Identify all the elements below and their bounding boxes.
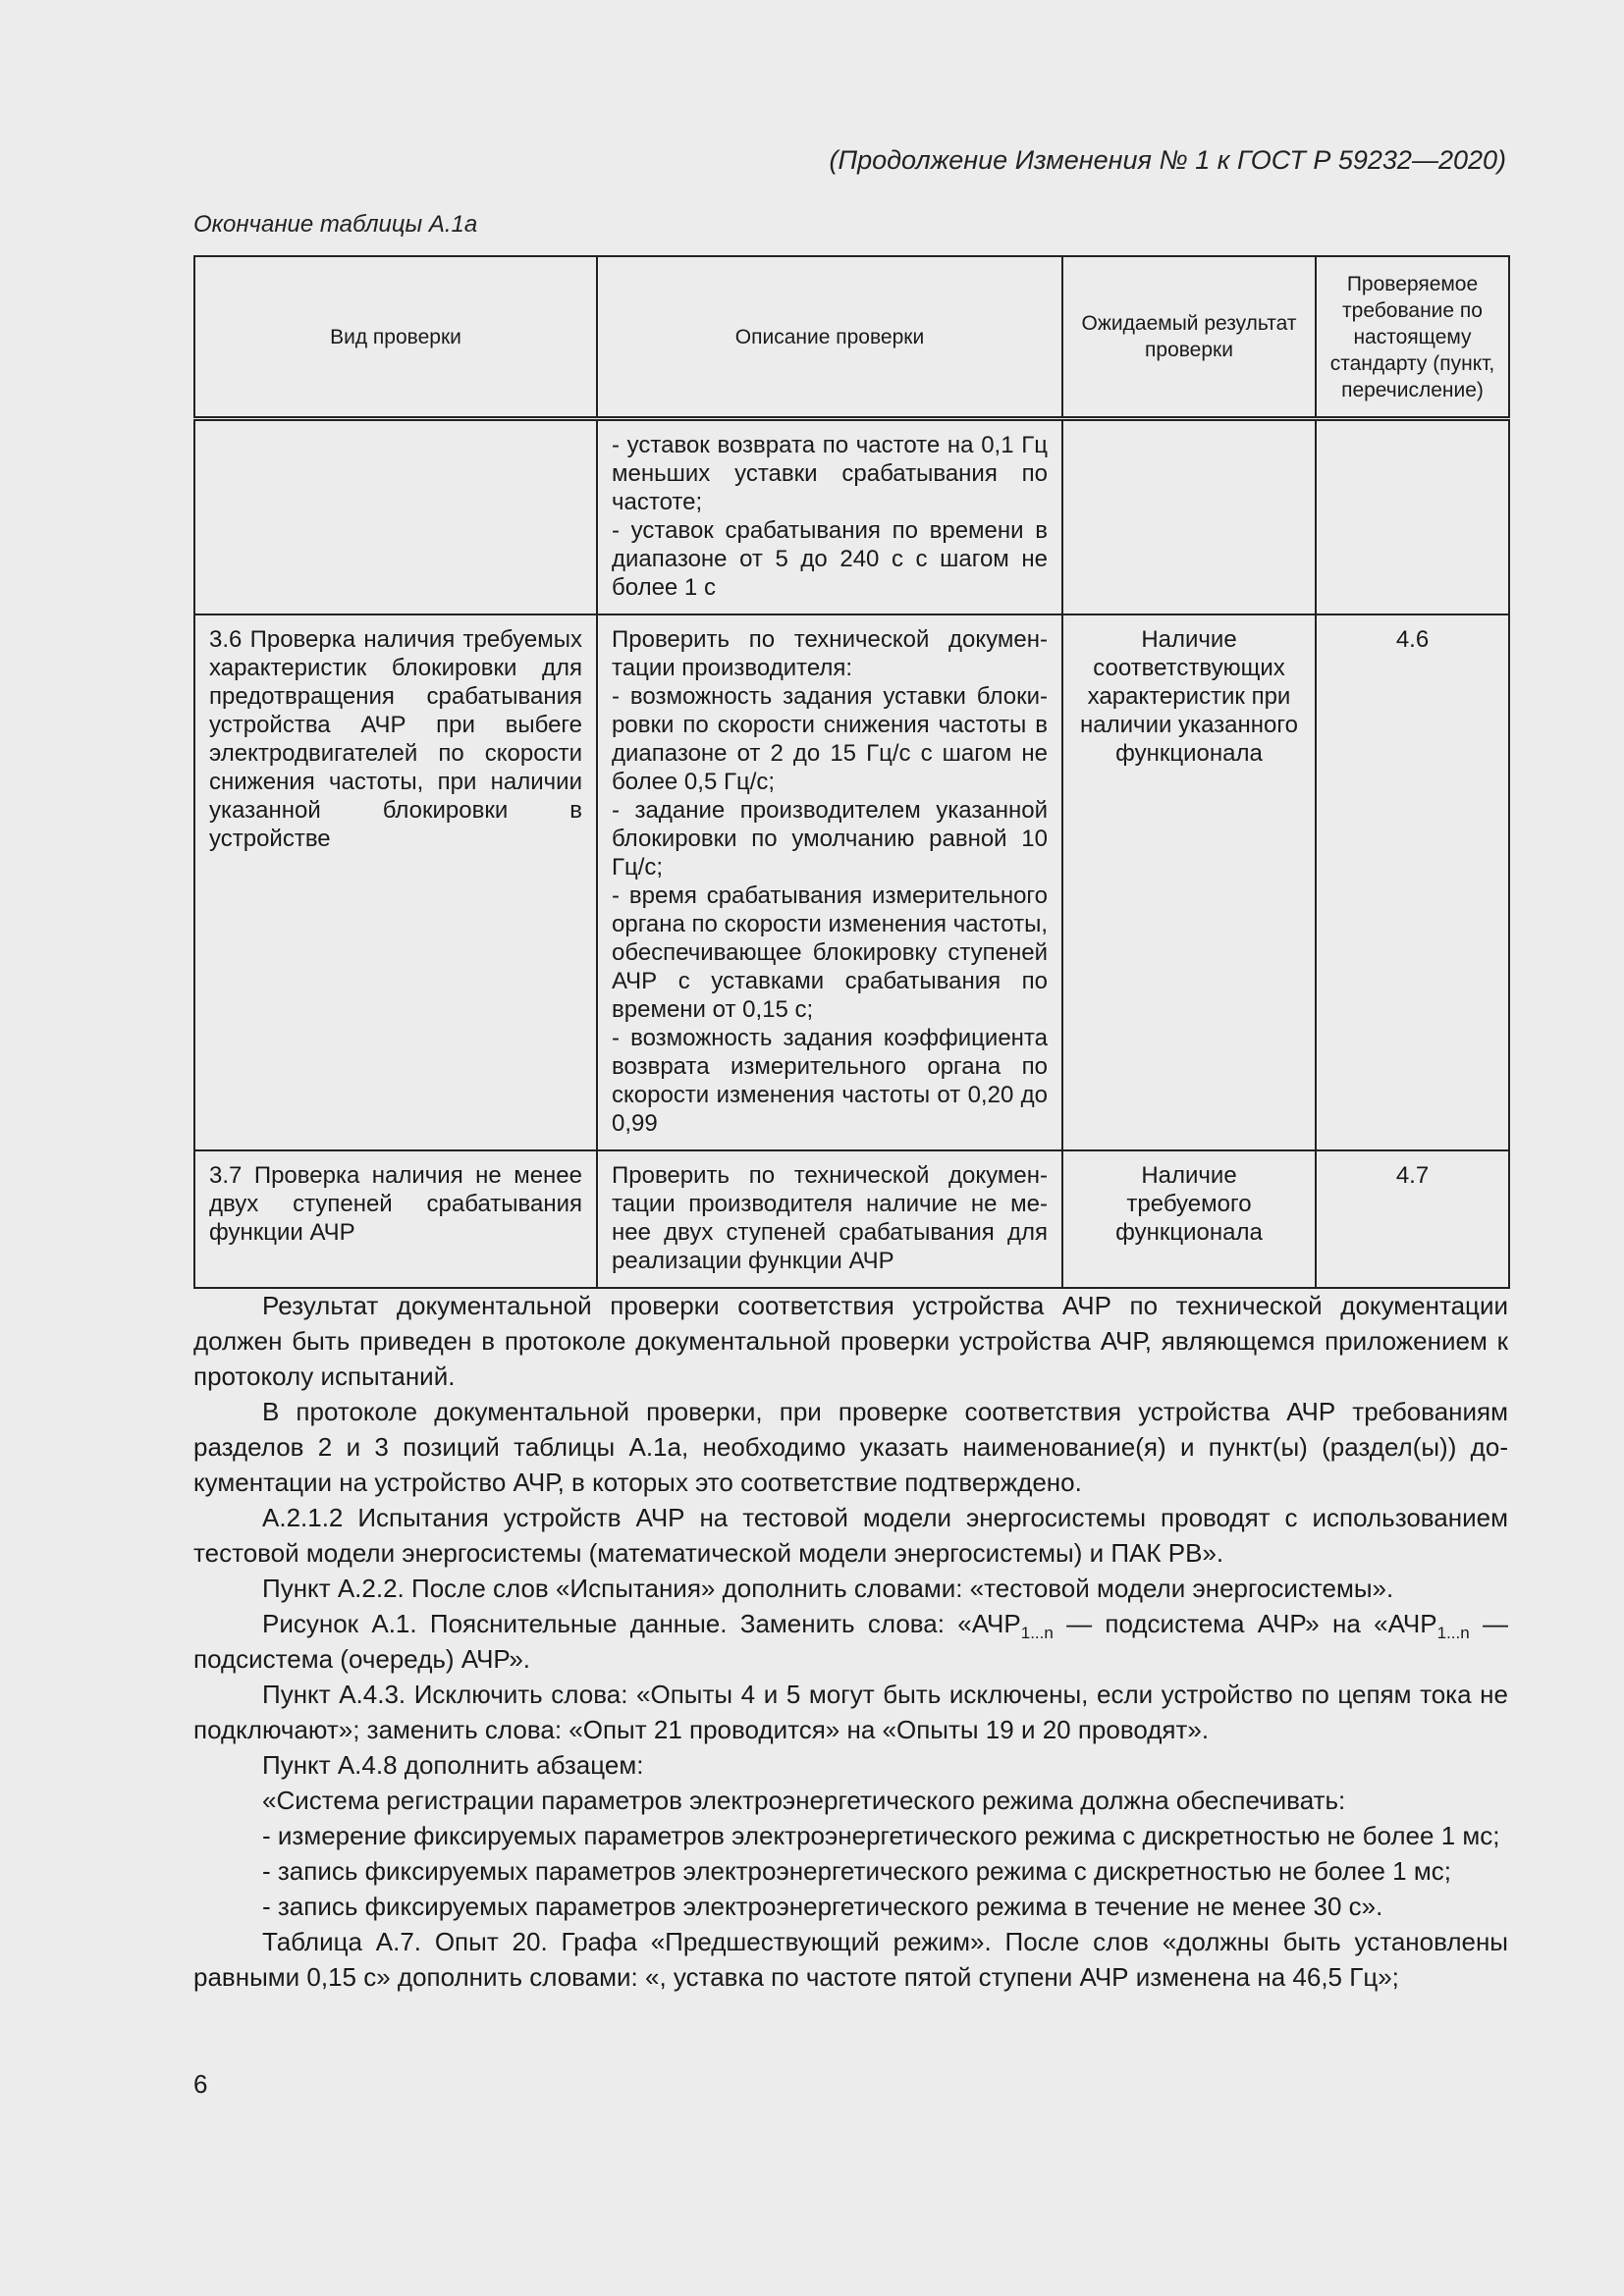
cell-check-type (194, 419, 597, 615)
paragraph: «Система регистрации параметров электроэнергетического режима должна обеспечивать: (262, 1786, 1346, 1815)
paragraph: А.2.1.2 Испытания устройств АЧР на тестовой модели энергосистемы проводят с использованием тестовой модели энергосистемы (математической модели энергосистемы) и ПАК РВ». (193, 1503, 1508, 1568)
paragraph: Пункт А.4.3. Исключить слова: «Опыты 4 и 5 могут быть исключены, если устройство по цепям тока не подключают»; заменить слова: «Опыт 21 проводится» на «Опыты 19 и 20 проводят». (193, 1680, 1508, 1744)
paragraph-segment: — подсистема (очередь) АЧР». (193, 1609, 1508, 1674)
column-header-requirement: Проверяемое требование по настоящему стандарту (пункт, перечисление) (1316, 256, 1509, 419)
column-header-description: Описание проверки (597, 256, 1062, 419)
continuation-note: (Продолжение Изменения № 1 к ГОСТ Р 59232—2020) (829, 145, 1506, 175)
paragraph-with-subscript (193, 1606, 1508, 1677)
paragraph: В протоколе документальной проверки, при проверке соответствия устройства АЧР требованиям разделов 2 и 3 позиций таблицы А.1а, необходимо указать наименование(я) и пункт(ы) (раздел(ы)) документации на устройство АЧР, в которых это соответствие подтверждено. (193, 1397, 1508, 1497)
cell-check-type: 3.7 Проверка наличия не менее двух ступеней срабатывания функции АЧР (194, 1150, 597, 1288)
column-header-check-type: Вид проверки (194, 256, 597, 419)
cell-line: - задание производителем указанной блокировки по умолчанию равной 10 Гц/с; (612, 797, 1048, 881)
paragraph-segment: Рисунок А.1. Пояснительные данные. Заменить слова: «АЧР (262, 1609, 1021, 1638)
list-item: - запись фиксируемых параметров электроэнергетического режима в течение не менее 30 с». (262, 1892, 1383, 1921)
cell-line: - возможность задания коэффициента возврата измерительного органа по скорости изменения частоты от 0,20 до 0,99 (612, 1025, 1048, 1137)
body-text (193, 1288, 1508, 1995)
cell-expected-result: Наличие требуемого функционала (1062, 1150, 1316, 1288)
cell-line: - уставок возврата по частоте на 0,1 Гц меньших уставки срабатывания по частоте; (612, 432, 1048, 515)
paragraph: Пункт А.4.8 дополнить абзацем: (262, 1750, 644, 1780)
paragraph-segment: — подсистема АЧР» на «АЧР (1053, 1609, 1437, 1638)
table-header-row (194, 256, 1509, 419)
table-row (194, 614, 1509, 1150)
table-row (194, 419, 1509, 615)
list-item: - измерение фиксируемых параметров электроэнергетического режима с дискретностью не более 1 мс; (262, 1821, 1500, 1850)
cell-expected-result: Наличие соответствующих характеристик при наличии указанного функционала (1062, 614, 1316, 1150)
paragraph: Таблица А.7. Опыт 20. Графа «Предшествующий режим». После слов «должны быть установлены равными 0,15 с» дополнить словами: «, уставка по частоте пятой ступени АЧР изменена на 46,5 Гц»; (193, 1927, 1508, 1992)
cell-line: - уставок срабатывания по времени в диапазоне от 5 до 240 с с шагом не более 1 с (612, 517, 1048, 601)
cell-check-type: 3.6 Проверка наличия требуемых характеристик блокировки для предотвращения срабатывания устройства АЧР при выбеге электродвигателей по скорости снижения частоты, при наличии указанной блокировки в устройстве (194, 614, 597, 1150)
cell-requirement (1316, 419, 1509, 615)
list-item: - запись фиксируемых параметров электроэнергетического режима с дискретностью не более 1 мс; (262, 1856, 1451, 1886)
subscript: 1...n (1020, 1624, 1054, 1642)
cell-line: - время срабатывания измерительного органа по скорости изменения частоты, обеспечивающее блокировку ступеней АЧР с уставками срабатывания по времени от 0,15 с; (612, 882, 1048, 1023)
check-table (193, 255, 1510, 1289)
subscript: 1...n (1436, 1624, 1470, 1642)
column-header-expected-result: Ожидаемый результат проверки (1062, 256, 1316, 419)
cell-description (597, 419, 1062, 615)
table-caption: Окончание таблицы А.1а (193, 211, 478, 238)
cell-description (597, 614, 1062, 1150)
paragraph: Результат документальной проверки соответствия устройства АЧР по технической документации должен быть приведен в протоколе документальной проверки устройства АЧР, являющемся приложением к протоколу испытаний. (193, 1291, 1508, 1391)
paragraph: Пункт А.2.2. После слов «Испытания» дополнить словами: «тестовой модели энергосистемы». (262, 1574, 1394, 1603)
page-number: 6 (193, 2069, 208, 2099)
cell-expected-result (1062, 419, 1316, 615)
cell-line: - возможность задания уставки блокировки по скорости снижения частоты в диапазоне от 2 до 15 Гц/с с шагом не более 0,5 Гц/с; (612, 683, 1048, 795)
cell-requirement: 4.7 (1316, 1150, 1509, 1288)
cell-description (597, 1150, 1062, 1288)
table-row (194, 1150, 1509, 1288)
cell-requirement: 4.6 (1316, 614, 1509, 1150)
cell-line: Проверить по технической документации производителя: (612, 626, 1048, 681)
cell-line: Проверить по технической документации производителя наличие не менее двух ступеней срабатывания для реализации функции АЧР (612, 1162, 1048, 1274)
